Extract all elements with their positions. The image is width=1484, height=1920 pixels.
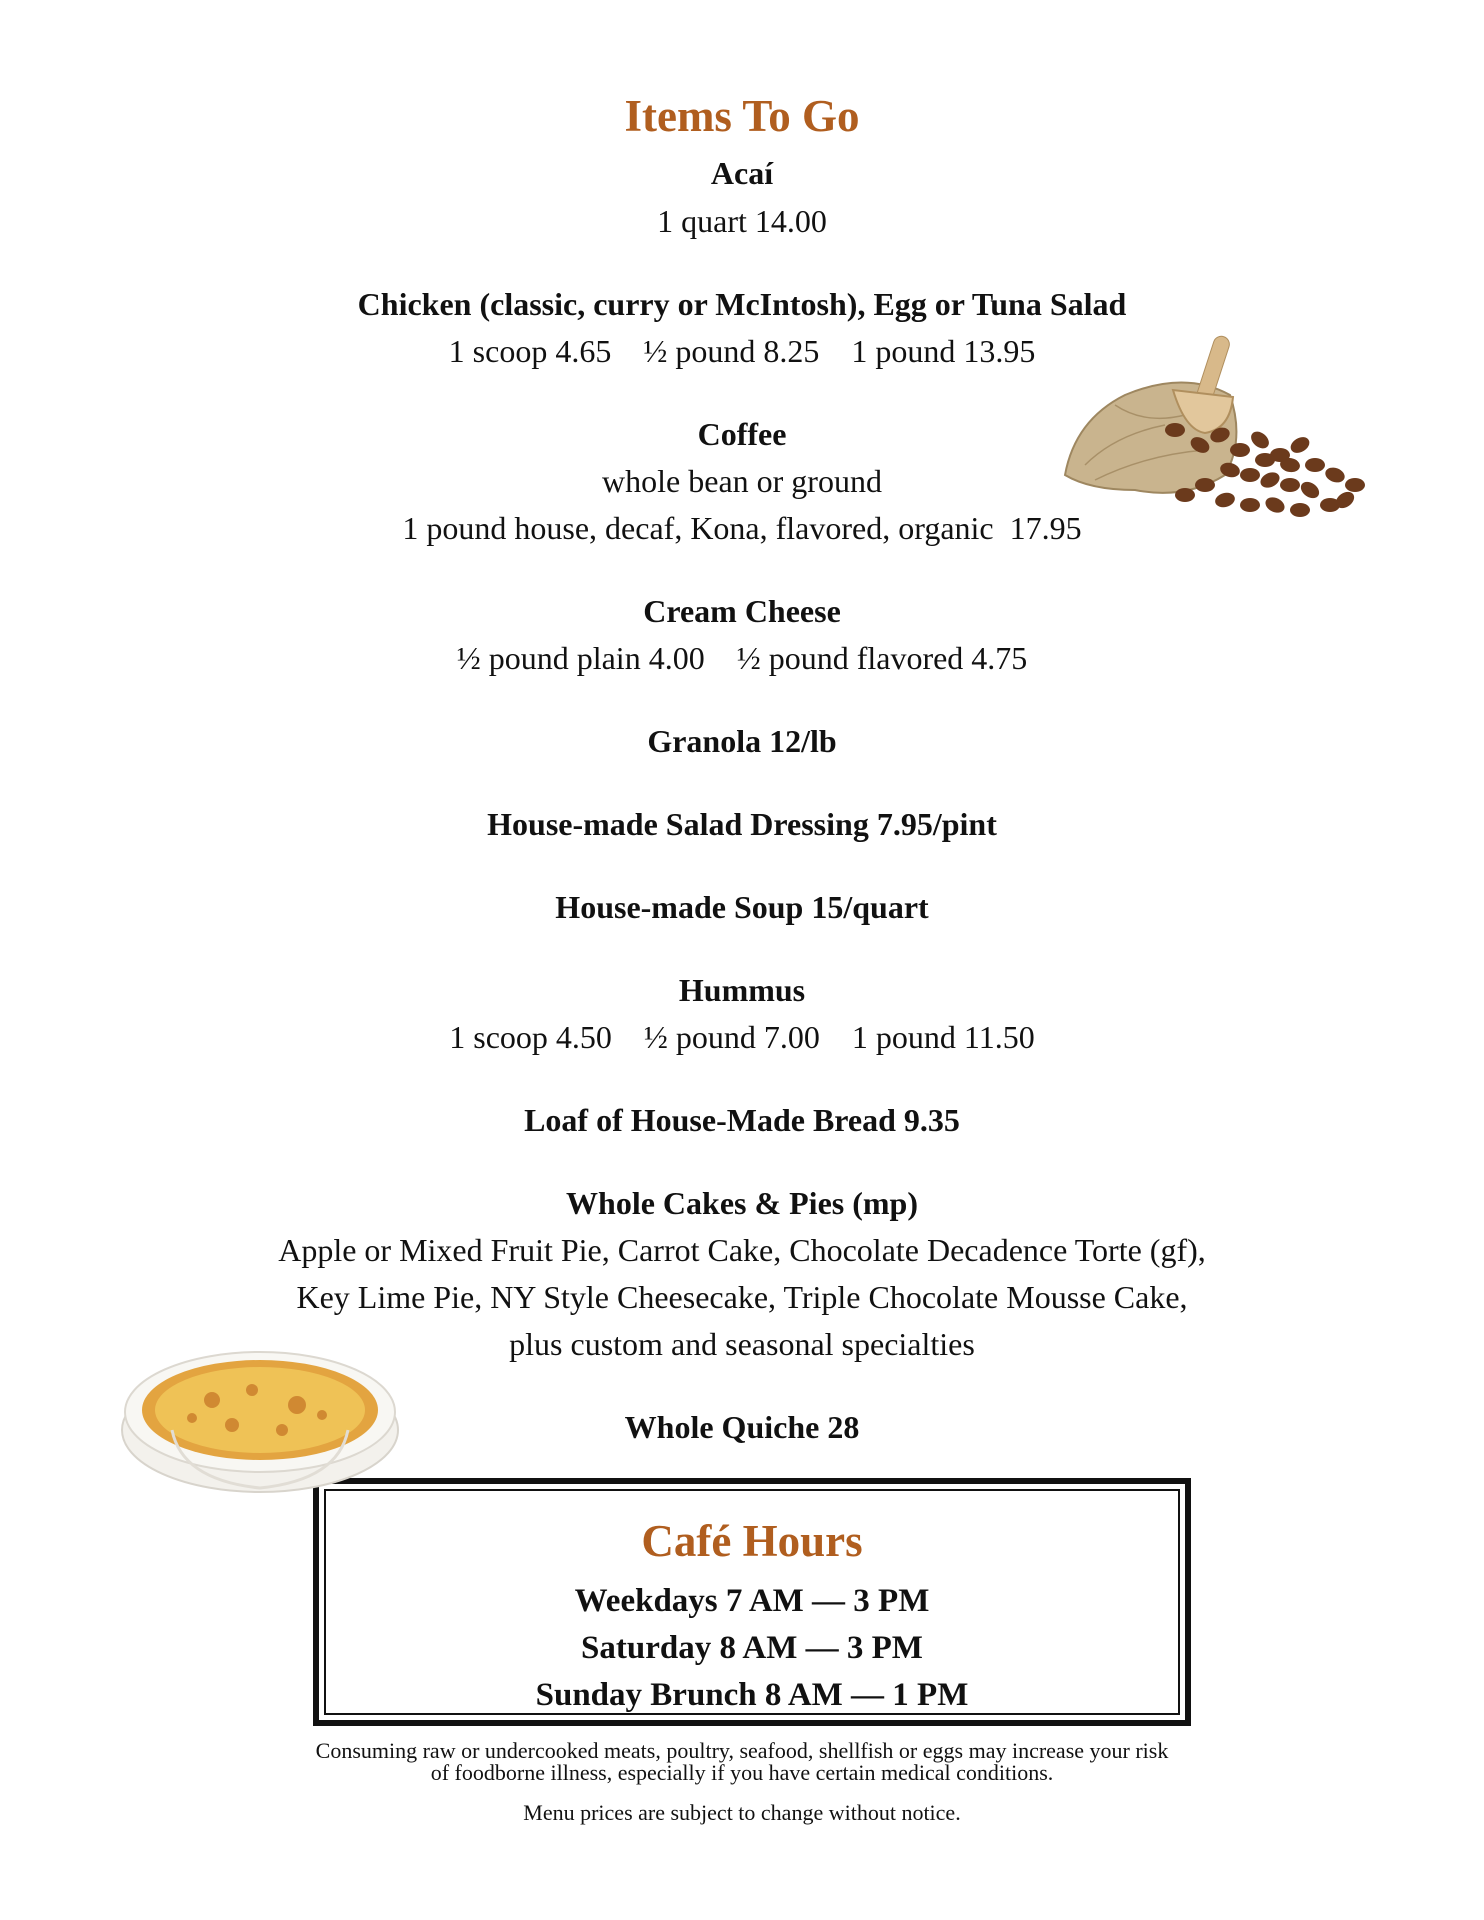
- item-acai-name: Acaí: [710, 155, 774, 191]
- item-soup: House-made Soup 15/quart: [555, 889, 929, 925]
- hours-weekdays: Weekdays 7 AM — 3 PM: [574, 1583, 930, 1619]
- item-coffee-price: 1 pound house, decaf, Kona, flavored, organic 17.95: [402, 510, 1082, 546]
- cafe-hours-title: Café Hours: [641, 1516, 863, 1566]
- item-coffee-name: Coffee: [697, 416, 787, 452]
- item-quiche: Whole Quiche 28: [624, 1409, 860, 1445]
- quiche-image: [112, 1330, 407, 1500]
- item-salad-prices: 1 scoop 4.65 ½ pound 8.25 1 pound 13.95: [448, 333, 1036, 369]
- item-cream-cheese-name: Cream Cheese: [643, 593, 841, 629]
- page-title: Items To Go: [624, 91, 860, 141]
- item-bread: Loaf of House-Made Bread 9.35: [524, 1102, 960, 1138]
- price-notice: Menu prices are subject to change without notice.: [523, 1800, 961, 1825]
- item-cakes-pies-line3: plus custom and seasonal specialties: [509, 1326, 975, 1362]
- item-cakes-pies-line1: Apple or Mixed Fruit Pie, Carrot Cake, Chocolate Decadence Torte (gf),: [278, 1232, 1206, 1268]
- item-coffee-desc: whole bean or ground: [602, 463, 882, 499]
- disclaimer-line1: Consuming raw or undercooked meats, poultry, seafood, shellfish or eggs may increase your risk: [315, 1738, 1169, 1763]
- item-cream-cheese-prices: ½ pound plain 4.00 ½ pound flavored 4.75: [456, 640, 1028, 676]
- hours-saturday: Saturday 8 AM — 3 PM: [581, 1630, 923, 1666]
- item-cakes-pies-name: Whole Cakes & Pies (mp): [566, 1185, 918, 1221]
- item-salad-name: Chicken (classic, curry or McIntosh), Egg or Tuna Salad: [357, 286, 1127, 322]
- item-granola: Granola 12/lb: [647, 723, 837, 759]
- item-hummus-name: Hummus: [678, 972, 806, 1008]
- item-acai-price: 1 quart 14.00: [657, 203, 827, 239]
- hours-sunday: Sunday Brunch 8 AM — 1 PM: [535, 1677, 969, 1713]
- item-cakes-pies-line2: Key Lime Pie, NY Style Cheesecake, Triple Chocolate Mousse Cake,: [296, 1279, 1188, 1315]
- cafe-hours-inner-border: [324, 1489, 1180, 1715]
- cafe-hours-box: [313, 1478, 1191, 1726]
- item-hummus-prices: 1 scoop 4.50 ½ pound 7.00 1 pound 11.50: [449, 1019, 1035, 1055]
- coffee-beans-sack-image: [1055, 325, 1380, 545]
- disclaimer-line2: of foodborne illness, especially if you have certain medical conditions.: [430, 1760, 1054, 1785]
- item-salad-dressing: House-made Salad Dressing 7.95/pint: [487, 806, 997, 842]
